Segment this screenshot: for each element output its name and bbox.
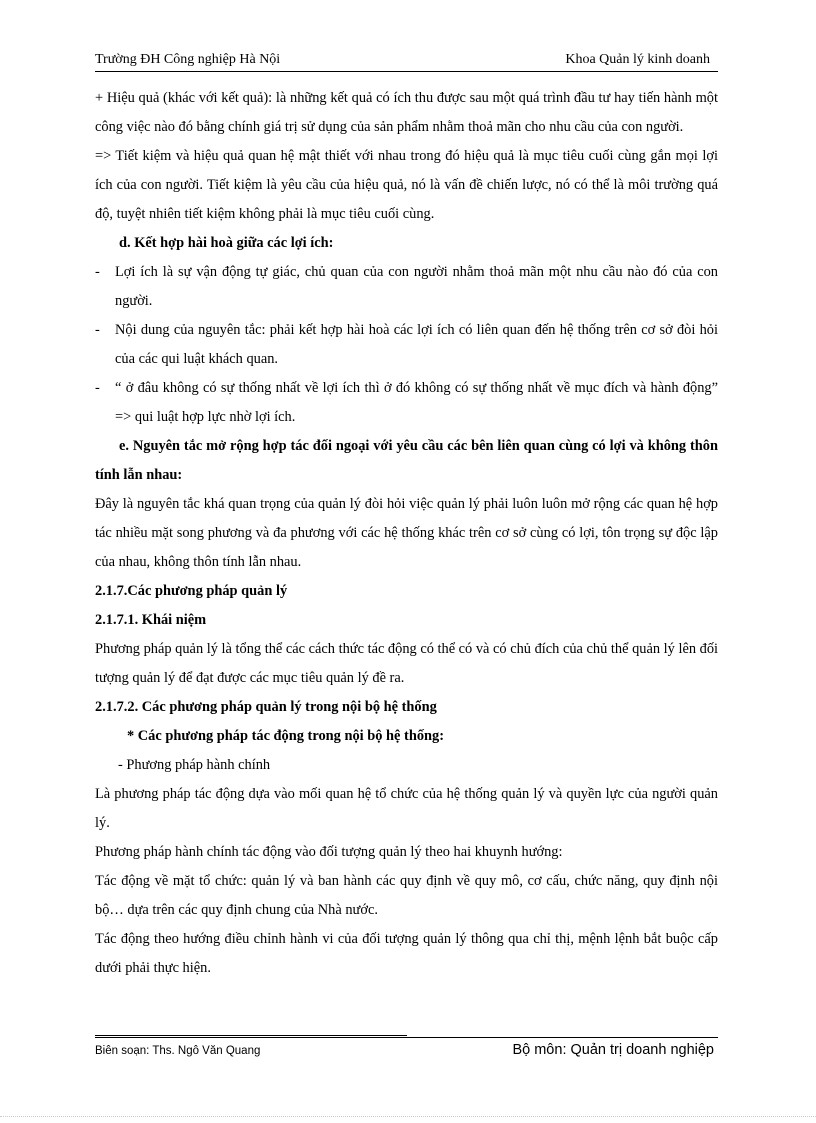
header-faculty: Khoa Quản lý kinh doanh bbox=[565, 52, 710, 67]
heading-2-1-7: 2.1.7.Các phương pháp quản lý bbox=[95, 583, 288, 599]
footer-department: Bộ môn: Quản trị doanh nghiệp bbox=[512, 1042, 714, 1058]
list-item-text: “ ở đâu không có sự thống nhất về lợi ích thì ở đó không có sự thống nhất về mục đích và hành động” => qui luật hợp lực nhờ lợi ích. bbox=[115, 380, 718, 425]
list-item bbox=[95, 374, 718, 432]
paragraph-khai-niem: Phương pháp quản lý là tổng thể các cách thức tác động có thể có và có chủ đích của chủ thể quản lý lên đối tượng quản lý để đạt được các mục tiêu quản lý đề ra. bbox=[95, 641, 719, 686]
heading-2-1-7-1: 2.1.7.1. Khái niệm bbox=[95, 612, 207, 628]
list-item bbox=[95, 316, 718, 374]
heading-star: * Các phương pháp tác động trong nội bộ hệ thống: bbox=[127, 728, 445, 744]
list-item-text: Lợi ích là sự vận động tự giác, chủ quan của con người nhằm thoả mãn một nhu cầu nào đó của con người. bbox=[115, 264, 718, 309]
footer-rule bbox=[95, 1037, 718, 1038]
paragraph-to-chuc: Tác động về mặt tổ chức: quản lý và ban hành các quy định về quy mô, cơ cấu, chức năng, quy định nội bộ… dựa trên các quy định chung của Nhà nước. bbox=[95, 873, 718, 918]
dash-marker: - bbox=[95, 264, 100, 280]
heading-d: d. Kết hợp hài hoà giữa các lợi ích: bbox=[119, 235, 334, 251]
list-item-text: Nội dung của nguyên tắc: phải kết hợp hài hoà các lợi ích có liên quan đến hệ thống trên cơ sở đòi hỏi của các qui luật khách quan. bbox=[115, 322, 718, 367]
page-header bbox=[95, 51, 718, 72]
heading-2-1-7-2: 2.1.7.2. Các phương pháp quản lý trong nội bộ hệ thống bbox=[95, 699, 437, 715]
paragraph-hanh-vi: Tác động theo hướng điều chỉnh hành vi của đối tượng quản lý thông qua chỉ thị, mệnh lệnh bắt buộc cấp dưới phải thực hiện. bbox=[95, 931, 718, 976]
paragraph-hieu-qua: + Hiệu quả (khác với kết quả): là những kết quả có ích thu được sau một quá trình đầu tư hay tiến hành một công việc nào đó bằng chính giá trị sử dụng của sản phẩm nhằm thoả mãn cho nhu cầu của con người. bbox=[95, 90, 718, 135]
page-bottom-border bbox=[0, 1116, 816, 1117]
paragraph-la-phuong-phap: Là phương pháp tác động dựa vào mối quan hệ tổ chức của hệ thống quản lý và quyền lực của người quản lý. bbox=[95, 786, 718, 831]
paragraph-tiet-kiem: => Tiết kiệm và hiệu quả quan hệ mật thiết với nhau trong đó hiệu quả là mục tiêu cuối cùng gắn mọi lợi ích của con người. Tiết kiệm là yêu cầu của hiệu quả, nó là vấn đề chiến lược, nó có thể là môi trường quá độ, tuyệt nhiên tiết kiệm không phải là mục tiêu cuối cùng. bbox=[95, 148, 718, 222]
footer-rule-short bbox=[95, 1035, 407, 1036]
paragraph-nguyen-tac: Đây là nguyên tắc khá quan trọng của quản lý đòi hỏi việc quản lý phải luôn luôn mở rộng các quan hệ hợp tác nhiều mặt song phương và đa phương với các hệ thống khác trên cơ sở cùng có lợi, tôn trọng sự độc lập của nhau, không thôn tính lẫn nhau. bbox=[95, 496, 718, 570]
header-school: Trường ĐH Công nghiệp Hà Nội bbox=[95, 52, 281, 67]
heading-e-text: e. Nguyên tắc mở rộng hợp tác đối ngoại với yêu cầu các bên liên quan cùng có lợi và không thôn tính lẫn nhau: bbox=[95, 438, 718, 483]
sub-item-hanh-chinh: - Phương pháp hành chính bbox=[118, 757, 271, 773]
list-item bbox=[95, 258, 718, 316]
dash-marker: - bbox=[95, 322, 100, 338]
paragraph-hai-khuynh-huong: Phương pháp hành chính tác động vào đối tượng quản lý theo hai khuynh hướng: bbox=[95, 844, 563, 860]
page-content bbox=[95, 84, 718, 983]
dash-marker: - bbox=[95, 380, 100, 396]
footer-author: Biên soạn: Ths. Ngô Văn Quang bbox=[95, 1045, 261, 1057]
heading-e bbox=[95, 432, 718, 490]
